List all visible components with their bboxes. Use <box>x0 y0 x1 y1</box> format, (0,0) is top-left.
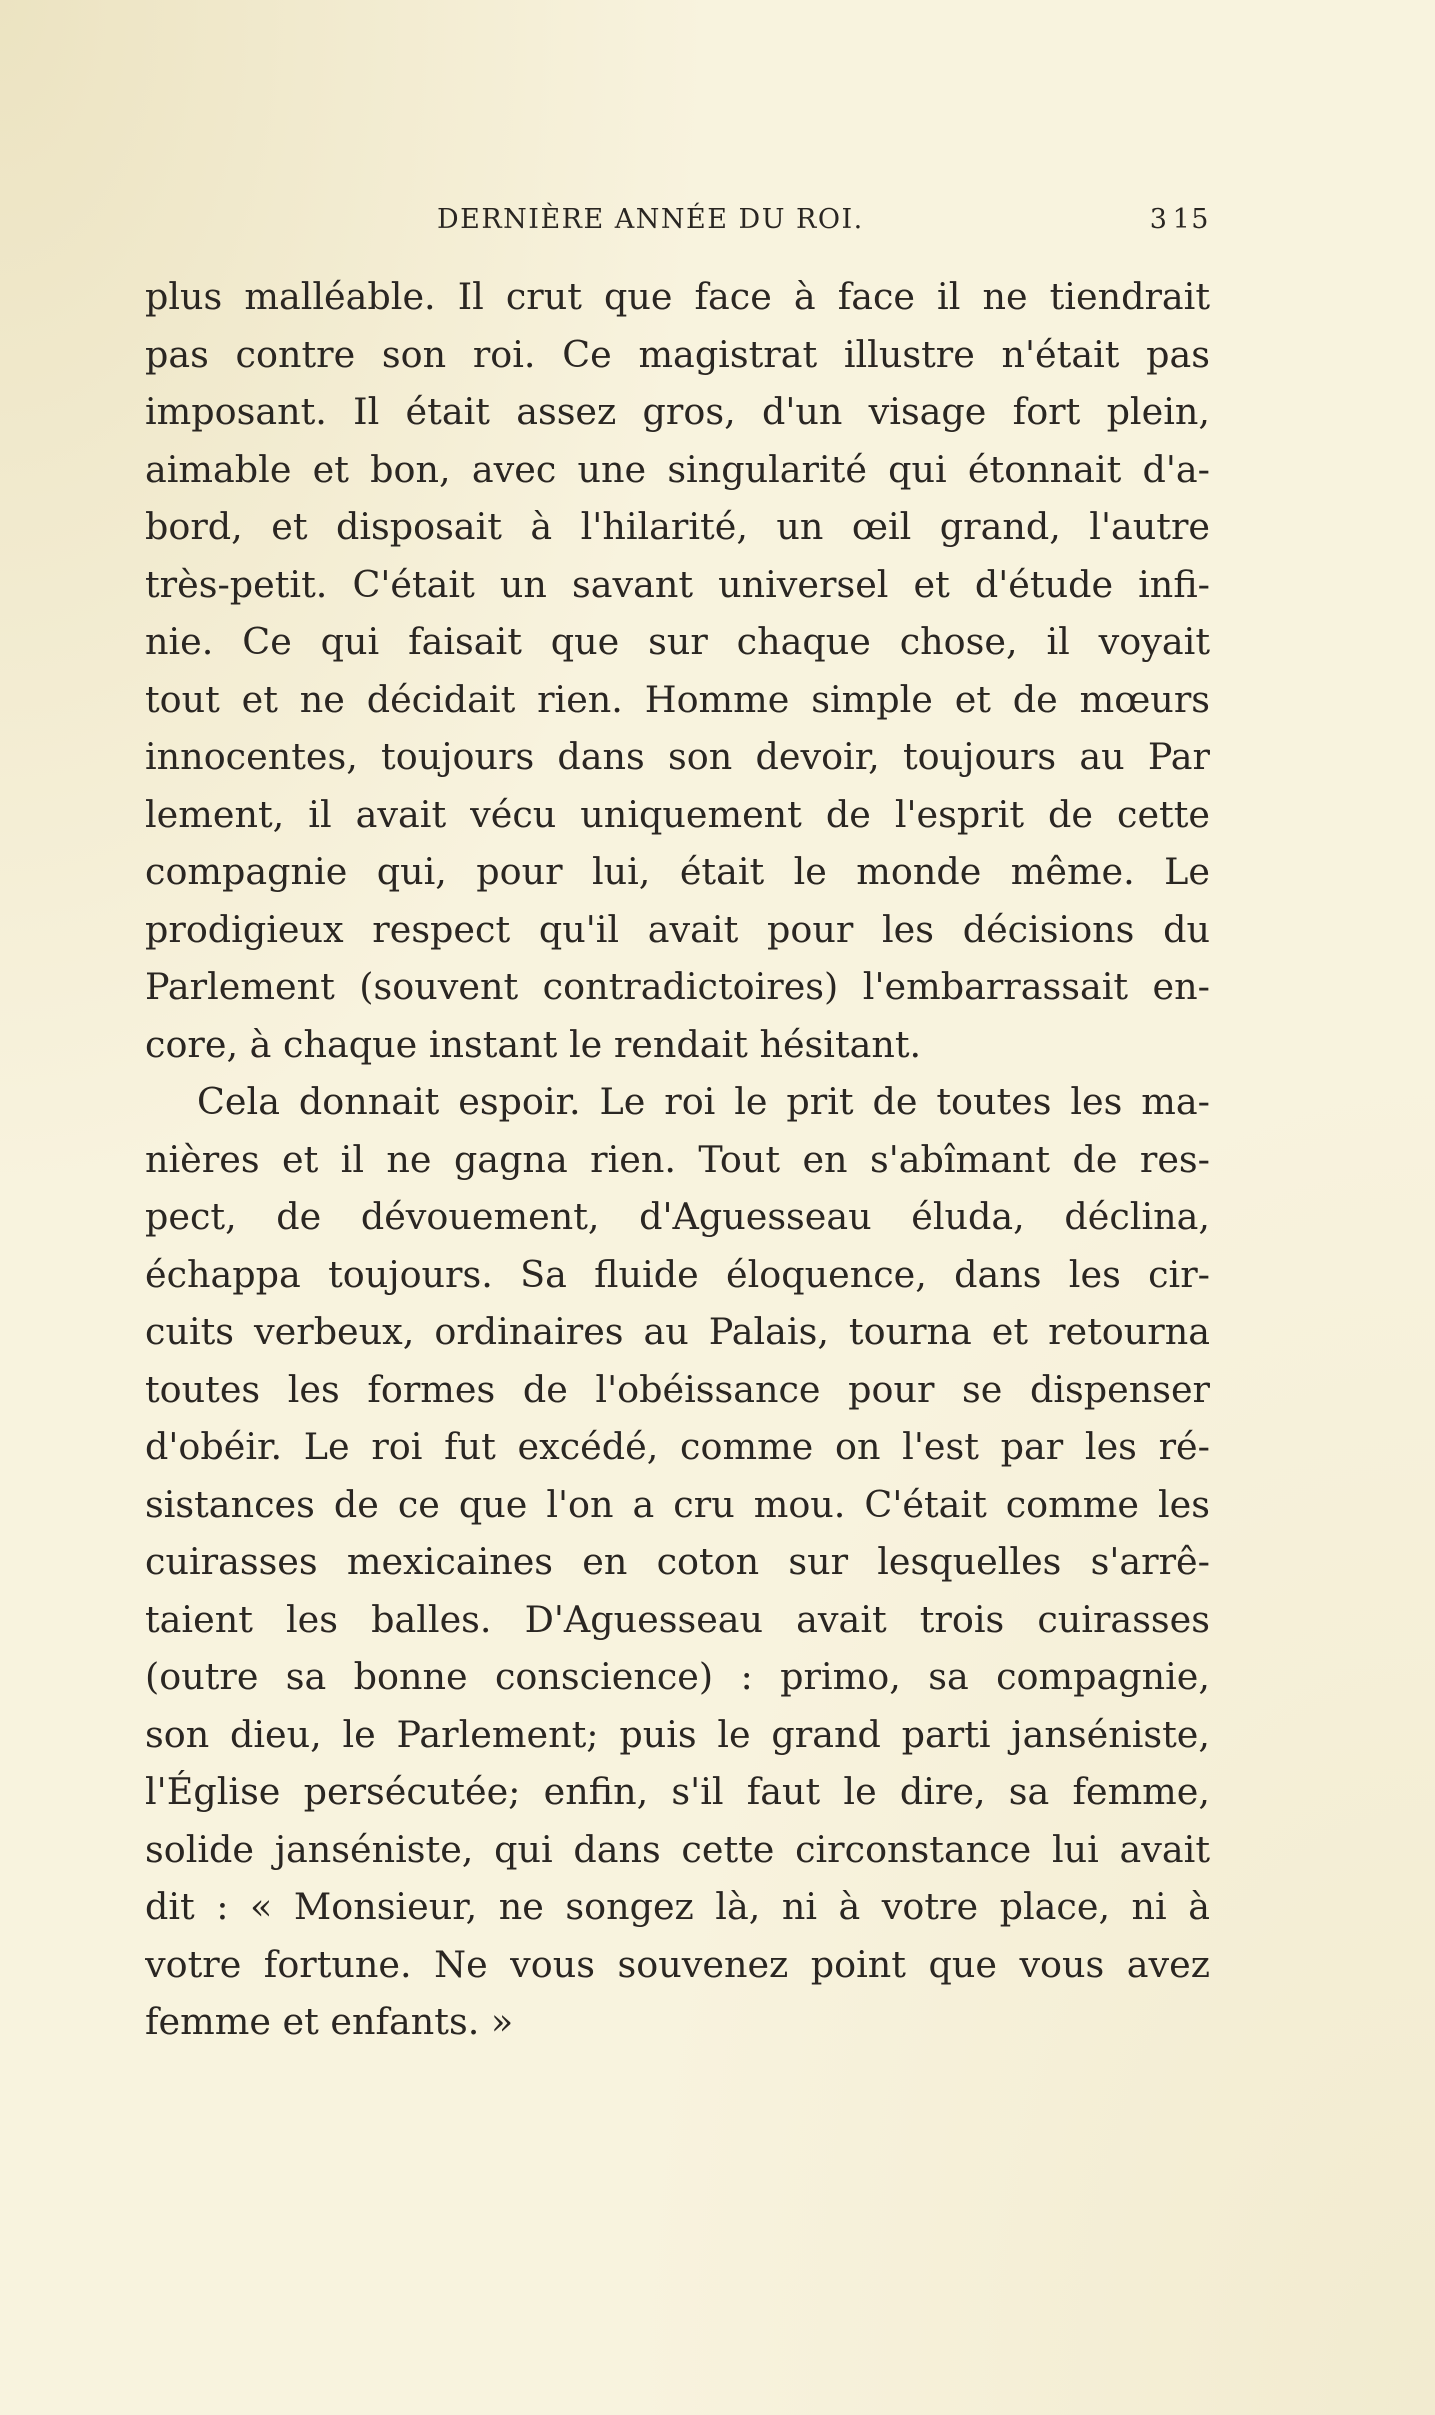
text-line: votre fortune. Ne vous souvenez point que vous avez <box>145 1942 1210 1986</box>
text-line: plus malléable. Il crut que face à face il ne tiendrait <box>145 275 1210 318</box>
text-line: Parlement (souvent contradictoires) l'embarrassait en- <box>145 965 1210 1008</box>
text-line: Cela donnait espoir. Le roi le prit de toutes les ma- <box>197 1080 1210 1123</box>
text-line: cuirasses mexicaines en coton sur lesquelles s'arrê- <box>145 1540 1210 1583</box>
running-title: DERNIÈRE ANNÉE DU ROI. <box>437 204 864 235</box>
text-line: pas contre son roi. Ce magistrat illustre n'était pas <box>145 332 1210 376</box>
text-line: nie. Ce qui faisait que sur chaque chose, il voyait <box>145 620 1210 663</box>
text-line: dit : « Monsieur, ne songez là, ni à votre place, ni à <box>145 1885 1210 1928</box>
text-line: lement, il avait vécu uniquement de l'esprit de cette <box>145 792 1210 836</box>
text-line: son dieu, le Parlement; puis le grand parti janséniste, <box>145 1712 1210 1756</box>
text-line: prodigieux respect qu'il avait pour les décisions du <box>145 907 1210 951</box>
text-line: pect, de dévouement, d'Aguesseau éluda, déclina, <box>145 1195 1210 1238</box>
text-line: solide janséniste, qui dans cette circonstance lui avait <box>145 1827 1210 1871</box>
text-line: sistances de ce que l'on a cru mou. C'était comme les <box>145 1482 1210 1526</box>
paragraph-2 <box>145 1073 1210 2051</box>
text-line: (outre sa bonne conscience) : primo, sa compagnie, <box>145 1655 1210 1698</box>
page-number: 3 15 <box>1149 204 1210 235</box>
text-line: toutes les formes de l'obéissance pour se dispenser <box>145 1367 1210 1411</box>
text-line: femme et enfants. » <box>145 2000 514 2043</box>
text-line: compagnie qui, pour lui, était le monde même. Le <box>145 850 1210 893</box>
text-line: bord, et disposait à l'hilarité, un œil grand, l'autre <box>145 505 1210 548</box>
running-head <box>145 204 1210 244</box>
text-line: innocentes, toujours dans son devoir, toujours au Par <box>145 735 1210 778</box>
text-line: d'obéir. Le roi fut excédé, comme on l'est par les ré- <box>145 1425 1210 1468</box>
text-line: core, à chaque instant le rendait hésitant. <box>145 1022 922 1066</box>
paragraph-1 <box>145 268 1210 1073</box>
text-line: l'Église persécutée; enfin, s'il faut le dire, sa femme, <box>145 1770 1210 1813</box>
body-text <box>145 268 1210 2051</box>
text-line: aimable et bon, avec une singularité qui étonnait d'a- <box>145 447 1210 491</box>
text-line: taient les balles. D'Aguesseau avait trois cuirasses <box>145 1597 1210 1641</box>
text-line: tout et ne décidait rien. Homme simple et de mœurs <box>145 677 1210 721</box>
text-line: nières et il ne gagna rien. Tout en s'abîmant de res- <box>145 1137 1210 1181</box>
text-line: imposant. Il était assez gros, d'un visage fort plein, <box>145 390 1210 433</box>
text-line: échappa toujours. Sa fluide éloquence, dans les cir- <box>145 1252 1210 1296</box>
text-line: très-petit. C'était un savant universel et d'étude infi- <box>145 562 1210 606</box>
text-line: cuits verbeux, ordinaires au Palais, tourna et retourna <box>145 1310 1210 1353</box>
